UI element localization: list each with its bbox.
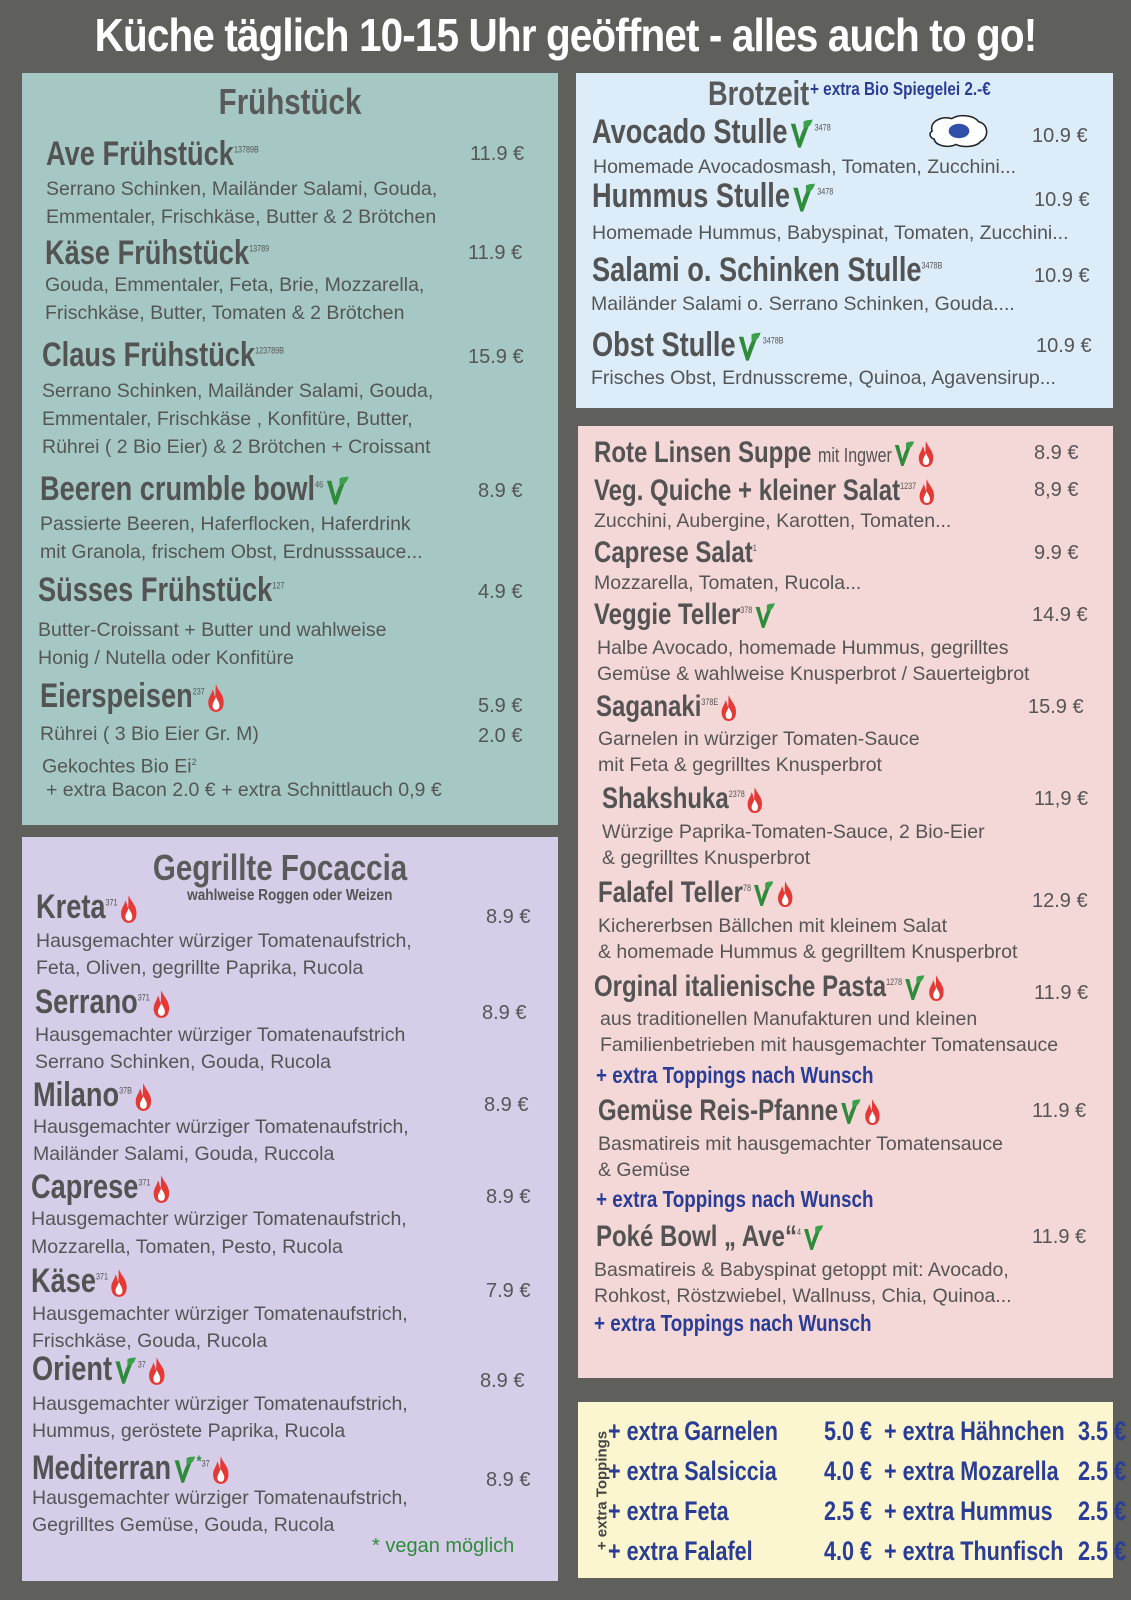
item-desc: Emmentaler, Frischkäse , Konfitüre, Butter, bbox=[42, 408, 413, 430]
item-name: Veggie Teller bbox=[594, 598, 741, 631]
item-desc: Hausgemachter würziger Tomatenaufstrich bbox=[35, 1024, 406, 1046]
allergen-codes: 378E bbox=[701, 697, 719, 707]
page-headline: Küche täglich 10-15 Uhr geöffnet - alles auch to go! bbox=[94, 9, 1037, 61]
item-name: Orginal italienische Pasta bbox=[594, 970, 887, 1003]
allergen-codes: 3478 bbox=[814, 122, 831, 133]
item-name: Beeren crumble bowl bbox=[40, 470, 316, 508]
spicy-icon bbox=[150, 1174, 172, 1204]
item-desc: Gegrilltes Gemüse, Gouda, Rucola bbox=[32, 1514, 335, 1536]
item-price: 8.9 € bbox=[478, 480, 523, 502]
allergen-codes: 123789B bbox=[255, 345, 284, 356]
allergen-codes: 371 bbox=[96, 1271, 109, 1282]
spicy-icon bbox=[146, 1356, 168, 1386]
item-desc: aus traditionellen Manufakturen und kleinen bbox=[600, 1008, 978, 1030]
item-name: Veg. Quiche + kleiner Salat bbox=[594, 474, 901, 507]
item-price: 9.9 € bbox=[1034, 542, 1079, 564]
fruehstueck-title: Frühstück bbox=[218, 81, 362, 122]
vegan-icon bbox=[790, 181, 817, 215]
item-name: Käse Frühstück bbox=[45, 234, 250, 272]
item-desc: Hummus, geröstete Paprika, Rucola bbox=[32, 1420, 346, 1442]
spicy-icon bbox=[745, 786, 766, 814]
item-desc: Homemade Avocadosmash, Tomaten, Zucchini... bbox=[593, 156, 1017, 178]
vegan-icon bbox=[801, 1223, 825, 1253]
extra-toppings-link[interactable]: + extra Toppings nach Wunsch bbox=[596, 1186, 874, 1212]
vegan-icon bbox=[892, 439, 916, 469]
allergen-codes: 46 bbox=[315, 479, 324, 490]
vegan-icon bbox=[112, 1355, 138, 1387]
topping-price: 2.5 € bbox=[824, 1496, 873, 1526]
item-price: 10.9 € bbox=[1034, 189, 1090, 211]
item-price: 11.9 € bbox=[468, 242, 523, 264]
topping-name: + extra Garnelen bbox=[608, 1416, 778, 1446]
item-price: 11,9 € bbox=[1034, 788, 1089, 810]
item-desc: Gekochtes Bio Ei bbox=[42, 755, 192, 778]
allergen-codes: 1278 bbox=[886, 977, 903, 987]
item-price: 10.9 € bbox=[1032, 125, 1088, 147]
extra-toppings-link[interactable]: + extra Toppings nach Wunsch bbox=[596, 1062, 874, 1088]
item-desc: Frischkäse, Gouda, Rucola bbox=[32, 1330, 268, 1352]
toppings-panel bbox=[578, 1402, 1127, 1578]
item-price: 8.9 € bbox=[486, 906, 531, 928]
item-price: 8.9 € bbox=[1034, 442, 1079, 464]
item-desc: & gegrilltes Knusperbrot bbox=[602, 847, 811, 869]
item-price: 12.9 € bbox=[1032, 890, 1088, 912]
spicy-icon bbox=[862, 1098, 883, 1126]
item-name-suffix: mit Ingwer bbox=[818, 445, 892, 467]
fried-egg-icon bbox=[927, 113, 991, 149]
allergen-codes: 2378 bbox=[728, 789, 745, 799]
item-desc: Frisches Obst, Erdnusscreme, Quinoa, Agavensirup... bbox=[591, 367, 1056, 389]
item-desc: Mozzarella, Tomaten, Pesto, Rucola bbox=[31, 1236, 343, 1258]
brotzeit-panel bbox=[576, 73, 1113, 408]
toppings-side-label: + extra Toppings bbox=[593, 1430, 611, 1551]
item-desc: Rührei ( 2 Bio Eier) & 2 Brötchen + Croissant bbox=[42, 436, 431, 458]
item-price: 8.9 € bbox=[486, 1186, 531, 1208]
allergen-codes: 1237 bbox=[900, 481, 917, 491]
item-desc: Mailänder Salami o. Serrano Schinken, Gouda.... bbox=[591, 293, 1015, 315]
item-name: Falafel Teller bbox=[598, 876, 743, 909]
item-desc: Honig / Nutella oder Konfitüre bbox=[38, 647, 294, 669]
topping-price: 5.0 € bbox=[824, 1416, 873, 1446]
item-desc: Gouda, Emmentaler, Feta, Brie, Mozzarella, bbox=[45, 274, 425, 296]
item-price: 15.9 € bbox=[468, 346, 524, 368]
allergen-codes: 3478 bbox=[817, 186, 834, 197]
item-price: 11.9 € bbox=[1032, 1100, 1087, 1122]
allergen-codes: 3478B bbox=[762, 335, 784, 346]
item-price: 11.9 € bbox=[470, 143, 525, 165]
item-name: Poké Bowl „ Ave“ bbox=[596, 1220, 797, 1253]
topping-price: 2.5 € bbox=[1078, 1496, 1127, 1526]
topping-price: 4.0 € bbox=[824, 1536, 873, 1566]
item-desc: & Gemüse bbox=[598, 1159, 691, 1181]
item-name: Eierspeisen bbox=[40, 677, 193, 715]
brotzeit-title: Brotzeit bbox=[708, 75, 810, 113]
item-desc: Butter-Croissant + Butter und wahlweise bbox=[38, 619, 387, 641]
item-desc: Mozzarella, Tomaten, Rucola... bbox=[594, 572, 862, 594]
item-name: Orient bbox=[32, 1350, 113, 1388]
item-price: 8.9 € bbox=[486, 1469, 531, 1491]
item-name: Süsses Frühstück bbox=[38, 571, 273, 609]
item-desc: & homemade Hummus & gegrilltem Knusperbrot bbox=[598, 941, 1018, 963]
focaccia-panel bbox=[22, 837, 558, 1581]
item-desc: Rohkost, Röstzwiebel, Wallnuss, Chia, Quinoa... bbox=[594, 1285, 1012, 1307]
item-desc: Serrano Schinken, Mailänder Salami, Gouda, bbox=[46, 178, 438, 200]
item-desc: Rührei ( 3 Bio Eier Gr. M) bbox=[40, 723, 259, 745]
item-desc: Mailänder Salami, Gouda, Ruccola bbox=[33, 1143, 335, 1165]
topping-price: 2.5 € bbox=[1078, 1536, 1127, 1566]
vegan-note: * vegan möglich bbox=[372, 1535, 515, 1557]
allergen-codes: 237 bbox=[192, 686, 205, 697]
allergen-codes: 1 bbox=[752, 543, 757, 553]
item-desc: Zucchini, Aubergine, Karotten, Tomaten... bbox=[594, 510, 952, 532]
item-name: Avocado Stulle bbox=[592, 113, 788, 151]
fruehstueck-panel bbox=[22, 73, 558, 825]
spicy-icon bbox=[150, 989, 172, 1019]
item-price: 8.9 € bbox=[484, 1094, 529, 1116]
allergen-codes: 4 bbox=[796, 1227, 801, 1237]
item-name: Rote Linsen Suppe bbox=[594, 436, 812, 469]
item-name: Kreta bbox=[36, 888, 106, 926]
item-price: 10.9 € bbox=[1036, 335, 1092, 357]
item-price: 8.9 € bbox=[480, 1370, 525, 1392]
vegan-icon bbox=[323, 474, 350, 508]
vegan-icon bbox=[787, 117, 814, 151]
vegan-icon bbox=[736, 330, 763, 364]
item-name: Claus Frühstück bbox=[42, 336, 256, 374]
item-desc: Hausgemachter würziger Tomatenaufstrich, bbox=[33, 1116, 409, 1138]
spicy-icon bbox=[108, 1268, 130, 1298]
brotzeit-extra: + extra Bio Spiegelei 2.-€ bbox=[810, 79, 992, 99]
allergen-codes: 78 bbox=[742, 883, 751, 893]
topping-name: + extra Mozarella bbox=[884, 1456, 1059, 1486]
item-name: Salami o. Schinken Stulle bbox=[592, 251, 922, 289]
breakfast-extras: + extra Bacon 2.0 € + extra Schnittlauch 0,9 € bbox=[46, 779, 442, 801]
allergen-codes: 37 bbox=[137, 1359, 146, 1370]
topping-name: + extra Feta bbox=[608, 1496, 729, 1526]
item-name: Serrano bbox=[35, 983, 138, 1021]
allergen-codes: 37B bbox=[119, 1085, 132, 1096]
spicy-icon bbox=[205, 683, 227, 713]
item-price: 11.9 € bbox=[1032, 1226, 1087, 1248]
spicy-icon bbox=[916, 440, 937, 468]
item-price: 5.9 € bbox=[478, 695, 523, 717]
allergen-codes: 13789 bbox=[249, 243, 270, 254]
item-name: Obst Stulle bbox=[592, 326, 736, 364]
vegan-icon bbox=[752, 601, 776, 631]
item-name: Shakshuka bbox=[602, 782, 729, 815]
item-price: 8.9 € bbox=[482, 1002, 527, 1024]
item-name: Saganaki bbox=[596, 690, 702, 723]
topping-price: 4.0 € bbox=[824, 1456, 873, 1486]
topping-name: + extra Thunfisch bbox=[884, 1536, 1064, 1566]
item-desc: Hausgemachter würziger Tomatenaufstrich, bbox=[36, 930, 412, 952]
item-desc: Feta, Oliven, gegrillte Paprika, Rucola bbox=[36, 957, 364, 979]
item-name: Ave Frühstück bbox=[46, 135, 234, 173]
item-desc: Serrano Schinken, Gouda, Rucola bbox=[35, 1051, 331, 1073]
item-name: Mediterran bbox=[32, 1449, 172, 1487]
item-name: Milano bbox=[33, 1076, 120, 1114]
spicy-icon bbox=[775, 880, 796, 908]
allergen-codes: 378 bbox=[740, 605, 753, 615]
item-desc: Basmatireis & Babyspinat getoppt mit: Avocado, bbox=[594, 1259, 1009, 1281]
warm-dishes-panel bbox=[578, 426, 1113, 1378]
item-desc: Basmatireis mit hausgemachter Tomatensauce bbox=[598, 1133, 1003, 1155]
item-name: Caprese bbox=[31, 1168, 139, 1206]
allergen-codes: 13789B bbox=[233, 144, 259, 155]
item-name: Gemüse Reis-Pfanne bbox=[598, 1094, 839, 1127]
vegan-star: * bbox=[196, 1453, 202, 1471]
item-name: Hummus Stulle bbox=[592, 177, 790, 215]
spicy-icon bbox=[132, 1082, 154, 1112]
allergen-codes: 37 bbox=[201, 1458, 210, 1469]
item-price: 15.9 € bbox=[1028, 696, 1084, 718]
extra-toppings-link[interactable]: + extra Toppings nach Wunsch bbox=[594, 1310, 872, 1336]
vegan-icon bbox=[902, 973, 926, 1003]
item-desc: Hausgemachter würziger Tomatenaufstrich, bbox=[31, 1208, 407, 1230]
item-desc: Kichererbsen Bällchen mit kleinem Salat bbox=[598, 915, 948, 937]
allergen-codes: 371 bbox=[105, 897, 118, 908]
item-desc: Frischkäse, Butter, Tomaten & 2 Brötchen bbox=[45, 302, 405, 324]
topping-price: 2.5 € bbox=[1078, 1456, 1127, 1486]
topping-name: + extra Hähnchen bbox=[884, 1416, 1065, 1446]
allergen-codes: 3478B bbox=[921, 260, 943, 271]
item-desc: mit Feta & gegrilltes Knusperbrot bbox=[598, 754, 882, 776]
allergen-codes: 371 bbox=[137, 992, 150, 1003]
focaccia-title: Gegrillte Focaccia bbox=[152, 847, 408, 888]
item-desc: Passierte Beeren, Haferflocken, Haferdrink bbox=[40, 513, 411, 535]
vegan-icon bbox=[171, 1454, 197, 1486]
item-desc: Homemade Hummus, Babyspinat, Tomaten, Zucchini... bbox=[592, 222, 1069, 244]
topping-name: + extra Hummus bbox=[884, 1496, 1053, 1526]
item-name: Käse bbox=[31, 1262, 97, 1300]
item-desc: Hausgemachter würziger Tomatenaufstrich, bbox=[32, 1393, 408, 1415]
allergen-codes: 127 bbox=[272, 580, 285, 591]
item-desc: Hausgemachter würziger Tomatenaufstrich, bbox=[32, 1303, 408, 1325]
allergen-codes: 371 bbox=[138, 1177, 151, 1188]
topping-price: 3.5 € bbox=[1078, 1416, 1127, 1446]
item-price-secondary: 2.0 € bbox=[478, 725, 523, 747]
spicy-icon bbox=[210, 1455, 232, 1485]
item-desc: Garnelen in würziger Tomaten-Sauce bbox=[598, 728, 920, 750]
item-desc: Emmentaler, Frischkäse, Butter & 2 Brötchen bbox=[46, 206, 437, 228]
vegan-icon bbox=[838, 1097, 862, 1127]
spicy-icon bbox=[118, 894, 140, 924]
item-desc: Halbe Avocado, homemade Hummus, gegrilltes bbox=[597, 637, 1009, 659]
focaccia-subtitle: wahlweise Roggen oder Weizen bbox=[187, 887, 393, 904]
topping-name: + extra Falafel bbox=[608, 1536, 753, 1566]
spicy-icon bbox=[718, 694, 739, 722]
item-desc: mit Granola, frischem Obst, Erdnusssauce... bbox=[40, 541, 423, 563]
topping-name: + extra Salsiccia bbox=[608, 1456, 777, 1486]
spicy-icon bbox=[926, 974, 947, 1002]
spicy-icon bbox=[916, 478, 937, 506]
item-price: 11.9 € bbox=[1034, 982, 1089, 1004]
item-desc: Hausgemachter würziger Tomatenaufstrich, bbox=[32, 1487, 408, 1509]
item-desc: Familienbetrieben mit hausgemachter Tomatensauce bbox=[600, 1034, 1059, 1056]
item-desc: Würzige Paprika-Tomaten-Sauce, 2 Bio-Eier bbox=[602, 821, 985, 843]
vegan-icon bbox=[751, 879, 775, 909]
item-price: 10.9 € bbox=[1034, 265, 1090, 287]
item-price: 8,9 € bbox=[1034, 479, 1079, 501]
allergen-codes: 2 bbox=[191, 757, 197, 767]
item-price: 14.9 € bbox=[1032, 604, 1088, 626]
item-desc: Serrano Schinken, Mailänder Salami, Gouda, bbox=[42, 380, 434, 402]
item-price: 7.9 € bbox=[486, 1280, 531, 1302]
item-name: Caprese Salat bbox=[594, 536, 753, 569]
item-desc: Gemüse & wahlweise Knusperbrot / Sauerteigbrot bbox=[597, 663, 1030, 685]
item-price: 4.9 € bbox=[478, 581, 523, 603]
